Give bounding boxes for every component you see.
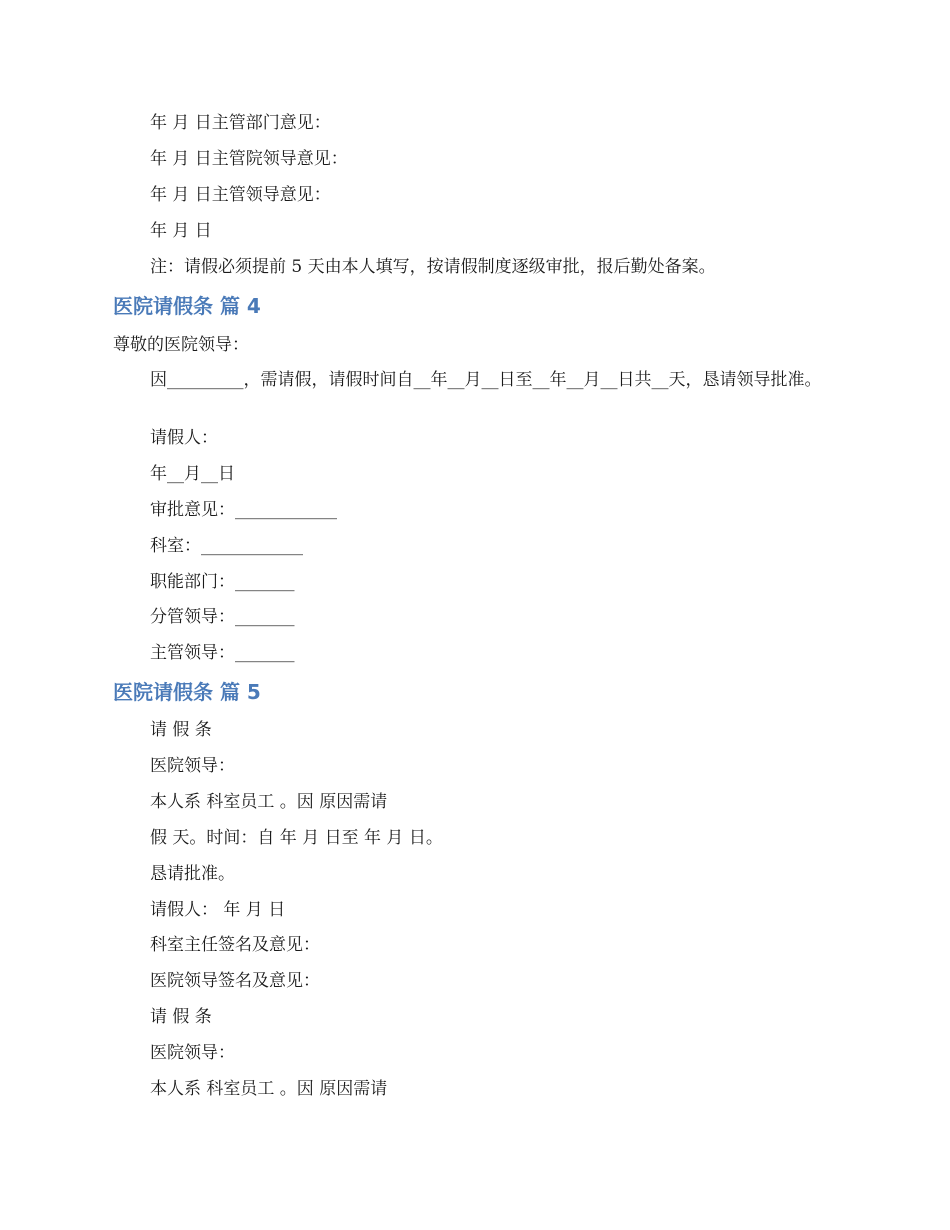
applicant-line: 请假人：: [150, 428, 218, 448]
department-line: 科室：____________: [150, 536, 303, 556]
dept-head-signature-line: 科室主任签名及意见：: [150, 935, 320, 955]
salutation: 尊敬的医院领导：: [113, 335, 249, 355]
functional-dept-line: 职能部门：_______: [150, 572, 295, 592]
date-blank-line: 年__月__日: [150, 464, 235, 484]
salutation: 医院领导：: [150, 1043, 235, 1063]
note-line: 注：请假必须提前 5 天由本人填写，按请假制度逐级审批，报后勤处备案。: [150, 257, 716, 277]
applicant-date-line: 请假人： 年 月 日: [150, 900, 286, 920]
approval-dept-line: 年 月 日主管部门意见：: [150, 113, 331, 133]
approval-hospital-leader-line: 年 月 日主管院领导意见：: [150, 149, 348, 169]
employee-line: 本人系 科室员工 。因 原因需请: [150, 1079, 388, 1099]
approval-opinion-line: 审批意见：____________: [150, 500, 337, 520]
section-heading-5: 医院请假条 篇 5: [113, 680, 261, 704]
salutation: 医院领导：: [150, 756, 235, 776]
form-title: 请 假 条: [150, 720, 212, 740]
leave-request-body: 因_________，需请假，请假时间自__年__月__日至__年__月__日共__天，恳请领导批准。: [150, 370, 822, 390]
chief-leader-line: 主管领导：_______: [150, 643, 295, 663]
form-title: 请 假 条: [150, 1007, 212, 1027]
date-line: 年 月 日: [150, 221, 212, 241]
hospital-leader-signature-line: 医院领导签名及意见：: [150, 971, 320, 991]
leave-time-line: 假 天。时间：自 年 月 日至 年 月 日。: [150, 828, 443, 848]
deputy-leader-line: 分管领导：_______: [150, 607, 295, 627]
employee-line: 本人系 科室员工 。因 原因需请: [150, 792, 388, 812]
section-heading-4: 医院请假条 篇 4: [113, 294, 261, 318]
request-approval-line: 恳请批准。: [150, 864, 235, 884]
approval-leader-line: 年 月 日主管领导意见：: [150, 185, 331, 205]
